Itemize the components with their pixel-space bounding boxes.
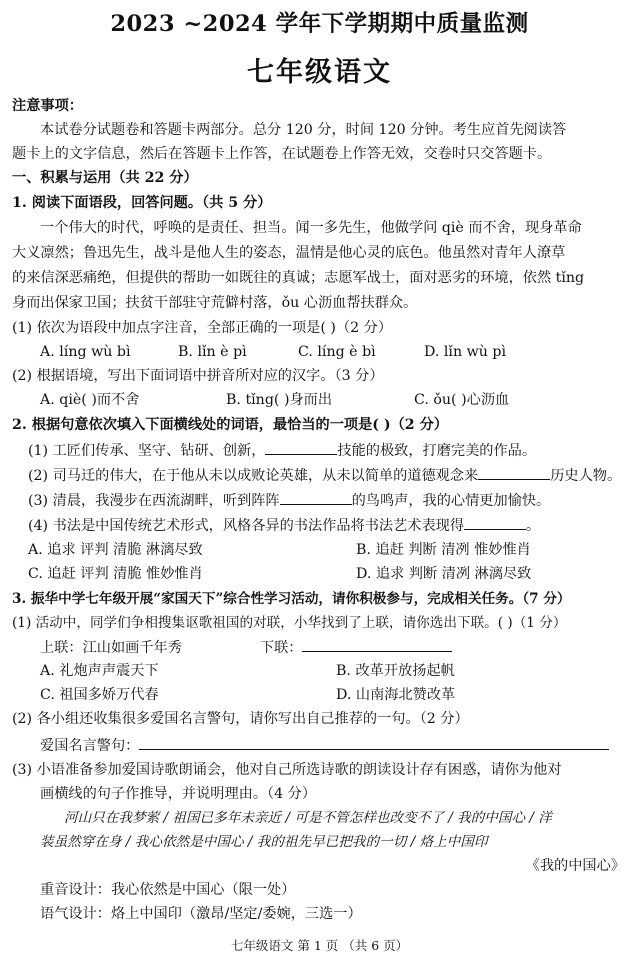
q1-sub2: (2) 根据语境，写出下面词语中拼音所对应的汉字。（3 分） <box>12 368 384 384</box>
q1-sub1: (1) 依次为语段中加点字注音，全部正确的一项是( )（2 分） <box>12 320 393 336</box>
q2-item-text: (4) 书法是中国传统艺术形式，风格各异的书法作品将书法艺术表现得 <box>28 518 465 534</box>
q2-item-text: (1) 工匠们传承、坚守、钻研、创新， <box>28 443 266 459</box>
q2-item-text: (3) 清晨，我漫步在西流湖畔，听到阵阵 <box>28 493 280 509</box>
page-footer: 七年级语文 第 1 页 （共 6 页） <box>230 938 409 953</box>
option-c: C. 追赶 评判 清脆 惟妙惟肖 <box>28 566 203 582</box>
q3-sub2: (2) 各小组还收集很多爱国名言警句，请你写出自己推荐的一句。（2 分） <box>12 711 469 727</box>
q3-sub3-line: 画横线的句子作推导，并说明理由。（4 分） <box>40 786 317 802</box>
notice-heading: 注意事项： <box>12 98 83 114</box>
option-b: B. 追赶 判断 清冽 惟妙惟肖 <box>356 542 531 558</box>
poem-line: 河山只在我梦萦 / 祖国已多年未亲近 / 可是不管怎样也改变不了 / 我的中国心 / 洋 <box>64 810 552 826</box>
option-b: B. tǐng( )身而出 <box>226 392 333 408</box>
q2-item-text: 技能的极致，打磨完美的作品。 <box>337 443 537 459</box>
couplet-upper: 上联：江山如画千年秀 <box>40 640 182 656</box>
fill-blank[interactable] <box>464 515 526 530</box>
q2-item <box>28 515 639 536</box>
q2-item <box>28 490 639 511</box>
q2-item-text: 的鸟鸣声，我的心情更加愉快。 <box>351 493 551 509</box>
motto-row <box>40 735 639 756</box>
section-1-heading: 一、积累与运用（共 22 分） <box>12 170 198 186</box>
option-c: C. ǒu( )心沥血 <box>414 392 510 408</box>
notice-line-1: 本试卷分试题卷和答题卡两部分。总分 120 分，时间 120 分钟。考生应首先阅读答 <box>40 122 567 138</box>
motto-blank[interactable] <box>139 735 609 750</box>
q2-stem: 2. 根据句意依次填入下面横线处的词语，最恰当的一项是( )（2 分） <box>12 417 448 433</box>
fill-blank[interactable] <box>478 465 550 480</box>
option-d: D. lǐn wù pì <box>424 344 507 360</box>
poem-source: 《我的中国心》 <box>525 858 625 874</box>
q3-sub1: (1) 活动中，同学们争相搜集讴歌祖国的对联，小华找到了上联，请你选出下联。( )（1 分） <box>12 615 567 631</box>
couplet-lower-blank[interactable] <box>302 637 452 652</box>
option-b: B. lǐn è pì <box>178 344 247 360</box>
exam-title: 2023 ~2024 学年下学期期中质量监测 <box>110 11 529 37</box>
option-a: A. 礼炮声声震天下 <box>40 663 159 679</box>
q1-passage-line: 大义凛然；鲁迅先生，战斗是他人生的姿态，温情是他心灵的底色。他虽然对青年人潦草 <box>12 245 566 261</box>
option-c: C. líng è bì <box>298 344 376 360</box>
q1-passage-line: 身而出保家卫国；扶贫干部驻守荒僻村落，ǒu 心沥血帮扶群众。 <box>12 295 418 311</box>
tone-design: 语气设计：烙上中国印（激昂/坚定/委婉，三选一） <box>40 906 362 922</box>
q2-item <box>28 465 639 486</box>
option-a: A. qiè( )而不舍 <box>40 392 140 408</box>
q2-item-text: 。 <box>526 518 541 534</box>
q2-item-text: (2) 司马迁的伟大，在于他从未以成败论英雄，从未以简单的道德观念来 <box>28 468 479 484</box>
q1-passage-line: 的来信深恶痛绝，但提供的帮助一如既往的真诚；志愿军战士，面对恶劣的环境，依然 tǐng <box>12 270 585 286</box>
option-d: D. 山南海北赞改革 <box>336 687 456 703</box>
q1-stem: 1. 阅读下面语段，回答问题。（共 5 分） <box>12 195 272 211</box>
q3-sub3-line: (3) 小语准备参加爱国诗歌朗诵会，他对自己所选诗歌的朗读设计存有困惑，请你为他对 <box>12 762 562 778</box>
option-d: D. 追求 判断 清冽 淋漓尽致 <box>356 566 532 582</box>
option-b: B. 改革开放扬起帆 <box>336 663 455 679</box>
couplet-row <box>40 637 639 658</box>
q2-item <box>28 440 639 461</box>
exam-subtitle: 七年级语文 <box>247 57 392 88</box>
option-c: C. 祖国多娇万代春 <box>40 687 159 703</box>
poem-line: 装虽然穿在身 / 我心依然是中国心 / 我的祖先早已把我的一切 / 烙上中国印 <box>40 834 488 850</box>
q3-stem: 3. 振华中学七年级开展“家国天下”综合性学习活动，请你积极参与，完成相关任务。（7 分） <box>12 591 571 607</box>
couplet-lower-label: 下联： <box>259 640 303 656</box>
q1-passage-line: 一个伟大的时代，呼唤的是责任、担当。闻一多先生，他做学问 qiè 而不舍，现身革命 <box>40 220 582 236</box>
fill-blank[interactable] <box>265 440 337 455</box>
option-a: A. 追求 评判 清脆 淋漓尽致 <box>28 542 203 558</box>
motto-label: 爱国名言警句： <box>40 738 140 754</box>
stress-design: 重音设计：我心依然是中国心（限一处） <box>40 882 296 898</box>
q2-item-text: 历史人物。 <box>550 468 622 484</box>
fill-blank[interactable] <box>280 490 352 505</box>
notice-line-2: 题卡上的文字信息，然后在答题卡上作答，在试题卷上作答无效，交卷时只交答题卡。 <box>12 146 552 162</box>
option-a: A. líng wù bì <box>40 344 131 360</box>
